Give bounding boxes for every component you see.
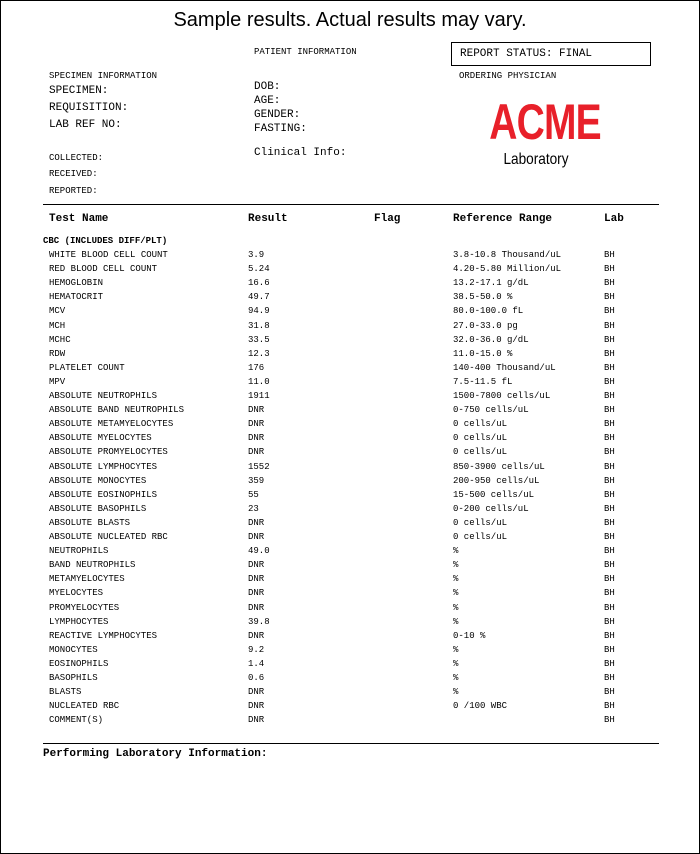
reference-range-cell: 0 cells/uL	[453, 433, 508, 444]
lab-cell: BH	[604, 574, 615, 585]
result-cell: 5.24	[248, 264, 270, 275]
result-cell: 1.4	[248, 658, 265, 669]
reference-range-cell: 27.0-33.0 pg	[453, 320, 518, 331]
result-cell: DNR	[248, 419, 265, 430]
dob-field: DOB:	[254, 81, 281, 93]
acme-logo-subtitle: Laboratory	[503, 151, 569, 168]
result-cell: 9.2	[248, 644, 265, 655]
sample-disclaimer-banner: Sample results. Actual results may vary.	[173, 9, 527, 31]
test-name-cell: ABSOLUTE MYELOCYTES	[49, 433, 152, 444]
lab-cell: BH	[604, 616, 615, 627]
result-cell: DNR	[248, 588, 265, 599]
lab-cell: BH	[604, 503, 615, 514]
test-name-cell: ABSOLUTE BLASTS	[49, 517, 131, 528]
result-cell: 11.0	[248, 376, 270, 387]
lab-cell: BH	[604, 532, 615, 542]
result-cell: 1911	[248, 391, 270, 401]
result-cell: DNR	[248, 602, 265, 613]
patient-information-label: PATIENT INFORMATION	[254, 47, 357, 57]
reference-range-cell: %	[453, 658, 459, 669]
test-name-cell: MYELOCYTES	[49, 588, 104, 599]
reference-range-cell: 80.0-100.0 fL	[453, 306, 524, 317]
test-name-cell: NUCLEATED RBC	[49, 701, 120, 712]
lab-cell: BH	[604, 658, 615, 669]
specimen-field: SPECIMEN:	[49, 85, 109, 97]
fasting-field: FASTING:	[254, 123, 307, 135]
reference-range-cell: 3.8-10.8 Thousand/uL	[453, 250, 562, 260]
result-cell: DNR	[248, 405, 265, 416]
lab-cell: BH	[604, 334, 615, 345]
test-name-cell: WHITE BLOOD CELL COUNT	[49, 250, 168, 260]
reported-field: REPORTED:	[49, 186, 98, 196]
lab-cell: BH	[604, 461, 615, 472]
result-cell: 49.7	[248, 292, 270, 303]
reference-range-cell: %	[453, 644, 459, 655]
result-cell: 1552	[248, 461, 270, 472]
test-name-cell: HEMATOCRIT	[49, 292, 104, 303]
lab-cell: BH	[604, 376, 615, 387]
result-cell: 12.3	[248, 348, 270, 359]
test-name-cell: RED BLOOD CELL COUNT	[49, 264, 158, 275]
lab-cell: BH	[604, 588, 615, 599]
lab-cell: BH	[604, 701, 615, 712]
col-header-test-name: Test Name	[49, 213, 109, 225]
test-name-cell: MCHC	[49, 334, 71, 345]
result-cell: 49.0	[248, 546, 270, 557]
result-cell: DNR	[248, 560, 265, 571]
test-name-cell: NEUTROPHILS	[49, 546, 109, 557]
lab-cell: BH	[604, 362, 615, 373]
result-cell: 16.6	[248, 278, 270, 289]
test-name-cell: LYMPHOCYTES	[49, 616, 109, 627]
test-name-cell: MCH	[49, 320, 66, 331]
footer-divider	[43, 743, 659, 744]
specimen-information-label: SPECIMEN INFORMATION	[49, 71, 158, 81]
test-name-cell: PROMYELOCYTES	[49, 602, 120, 613]
reference-range-cell: 0 cells/uL	[453, 517, 508, 528]
result-cell: 176	[248, 362, 265, 373]
reference-range-cell: %	[453, 560, 459, 571]
result-cell: DNR	[248, 630, 265, 641]
col-header-lab: Lab	[604, 213, 624, 225]
reference-range-cell: %	[453, 588, 459, 599]
reference-range-cell: 0-750 cells/uL	[453, 405, 529, 416]
result-cell: 55	[248, 489, 259, 500]
result-cell: 33.5	[248, 334, 270, 345]
result-cell: 94.9	[248, 306, 270, 317]
requisition-field: REQUISITION:	[49, 102, 129, 114]
acme-logo-word: ACME	[489, 94, 601, 150]
lab-cell: BH	[604, 560, 615, 571]
gender-field: GENDER:	[254, 109, 301, 121]
received-field: RECEIVED:	[49, 169, 98, 179]
clinical-info-label: Clinical Info:	[254, 147, 347, 159]
lab-cell: BH	[604, 320, 615, 331]
reference-range-cell: 38.5-50.0 %	[453, 292, 513, 303]
reference-range-cell: 140-400 Thousand/uL	[453, 362, 556, 373]
collected-field: COLLECTED:	[49, 153, 104, 163]
test-name-cell: ABSOLUTE MONOCYTES	[49, 475, 147, 486]
lab-cell: BH	[604, 250, 615, 260]
result-cell: DNR	[248, 517, 265, 528]
lab-cell: BH	[604, 447, 615, 458]
result-cell: DNR	[248, 532, 265, 542]
result-cell: 0.6	[248, 673, 265, 683]
test-name-cell: PLATELET COUNT	[49, 362, 125, 373]
test-name-cell: HEMOGLOBIN	[49, 278, 104, 289]
test-name-cell: BLASTS	[49, 687, 82, 698]
test-name-cell: BAND NEUTROPHILS	[49, 560, 136, 571]
col-header-result: Result	[248, 213, 288, 225]
lab-cell: BH	[604, 687, 615, 698]
result-cell: 23	[248, 503, 259, 514]
col-header-flag: Flag	[374, 213, 401, 225]
test-name-cell: COMMENT(S)	[49, 715, 104, 726]
test-name-cell: METAMYELOCYTES	[49, 574, 125, 585]
lab-ref-no-field: LAB REF NO:	[49, 119, 122, 131]
test-name-cell: ABSOLUTE NEUTROPHILS	[49, 391, 158, 401]
reference-range-cell: %	[453, 574, 459, 585]
test-name-cell: MCV	[49, 306, 66, 317]
lab-cell: BH	[604, 673, 615, 683]
reference-range-cell: %	[453, 673, 459, 683]
reference-range-cell: 32.0-36.0 g/dL	[453, 334, 529, 345]
test-name-cell: MONOCYTES	[49, 644, 98, 655]
result-cell: DNR	[248, 574, 265, 585]
reference-range-cell: 0 cells/uL	[453, 532, 508, 542]
report-status-box: REPORT STATUS: FINAL	[451, 42, 651, 66]
result-cell: 3.9	[248, 250, 265, 260]
reference-range-cell: 0-200 cells/uL	[453, 503, 529, 514]
lab-cell: BH	[604, 405, 615, 416]
lab-cell: BH	[604, 602, 615, 613]
lab-cell: BH	[604, 489, 615, 500]
result-cell: DNR	[248, 701, 265, 712]
lab-cell: BH	[604, 306, 615, 317]
lab-cell: BH	[604, 517, 615, 528]
test-name-cell: ABSOLUTE BASOPHILS	[49, 503, 147, 514]
lab-cell: BH	[604, 630, 615, 641]
test-name-cell: REACTIVE LYMPHOCYTES	[49, 630, 158, 641]
reference-range-cell: 850-3900 cells/uL	[453, 461, 545, 472]
age-field: AGE:	[254, 95, 281, 107]
result-cell: 359	[248, 475, 265, 486]
reference-range-cell: 0-10 %	[453, 630, 486, 641]
reference-range-cell: 0 cells/uL	[453, 447, 508, 458]
test-name-cell: ABSOLUTE METAMYELOCYTES	[49, 419, 174, 430]
result-cell: 31.8	[248, 320, 270, 331]
reference-range-cell: %	[453, 546, 459, 557]
lab-cell: BH	[604, 546, 615, 557]
lab-cell: BH	[604, 419, 615, 430]
test-name-cell: ABSOLUTE NUCLEATED RBC	[49, 532, 168, 542]
reference-range-cell: 200-950 cells/uL	[453, 475, 540, 486]
ordering-physician-label: ORDERING PHYSICIAN	[459, 71, 557, 81]
lab-cell: BH	[604, 292, 615, 303]
result-cell: DNR	[248, 447, 265, 458]
test-name-cell: RDW	[49, 348, 66, 359]
lab-cell: BH	[604, 644, 615, 655]
lab-cell: BH	[604, 715, 615, 726]
performing-lab-label: Performing Laboratory Information:	[43, 748, 268, 760]
test-name-cell: ABSOLUTE PROMYELOCYTES	[49, 447, 168, 458]
lab-cell: BH	[604, 433, 615, 444]
panel-title: CBC (INCLUDES DIFF/PLT)	[43, 236, 168, 246]
lab-cell: BH	[604, 264, 615, 275]
reference-range-cell: 0 /100 WBC	[453, 701, 508, 712]
result-cell: DNR	[248, 687, 265, 698]
result-cell: 39.8	[248, 616, 270, 627]
result-cell: DNR	[248, 433, 265, 444]
reference-range-cell: %	[453, 616, 459, 627]
reference-range-cell: 15-500 cells/uL	[453, 489, 535, 500]
test-name-cell: MPV	[49, 376, 66, 387]
lab-cell: BH	[604, 278, 615, 289]
result-cell: DNR	[248, 715, 265, 726]
test-name-cell: ABSOLUTE EOSINOPHILS	[49, 489, 158, 500]
reference-range-cell: %	[453, 602, 459, 613]
reference-range-cell: 7.5-11.5 fL	[453, 376, 513, 387]
test-name-cell: ABSOLUTE BAND NEUTROPHILS	[49, 405, 185, 416]
reference-range-cell: 4.20-5.80 Million/uL	[453, 264, 562, 275]
reference-range-cell: %	[453, 687, 459, 698]
test-name-cell: EOSINOPHILS	[49, 658, 109, 669]
header-divider	[43, 204, 659, 205]
lab-cell: BH	[604, 391, 615, 401]
reference-range-cell: 11.0-15.0 %	[453, 348, 513, 359]
reference-range-cell: 1500-7800 cells/uL	[453, 391, 551, 401]
lab-cell: BH	[604, 348, 615, 359]
col-header-reference-range: Reference Range	[453, 213, 553, 225]
reference-range-cell: 13.2-17.1 g/dL	[453, 278, 529, 289]
reference-range-cell: 0 cells/uL	[453, 419, 508, 430]
test-name-cell: ABSOLUTE LYMPHOCYTES	[49, 461, 158, 472]
lab-cell: BH	[604, 475, 615, 486]
test-name-cell: BASOPHILS	[49, 673, 98, 683]
